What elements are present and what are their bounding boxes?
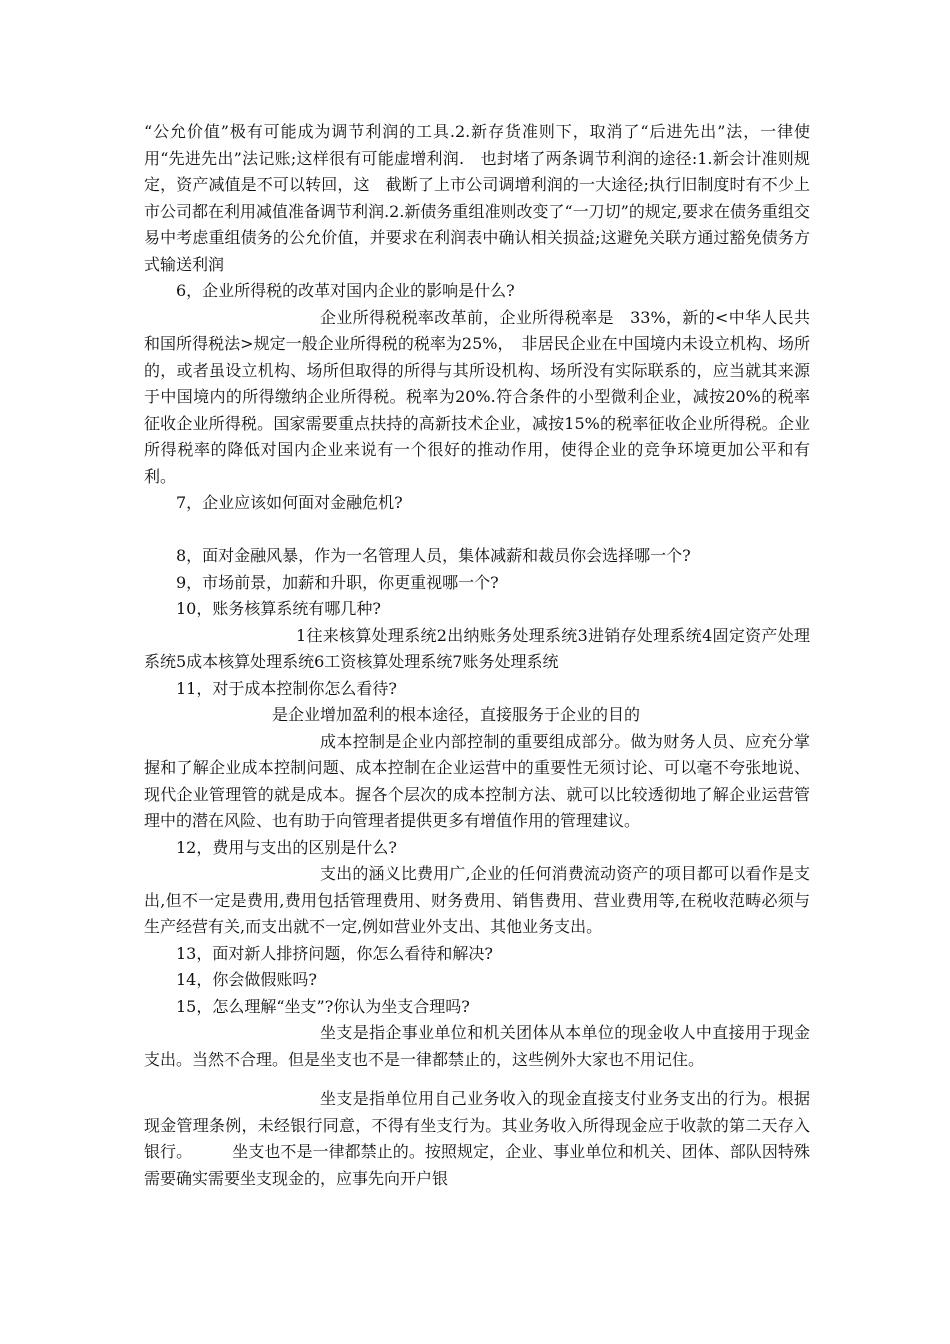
answer-15-part1: 坐支是指企事业单位和机关团体从本单位的现金收人中直接用于现金支出。当然不合理。但是坐支也不是一律都禁止的，这些例外大家也不用记住。 (144, 1023, 810, 1069)
answer-10: 1往来核算处理系统2出纳账务处理系统3进销存处理系统4固定资产处理系统5成本核算处理系统6工资核算处理系统7账务处理系统 (144, 625, 810, 671)
question-7: 7，企业应该如何面对金融危机? (176, 493, 403, 512)
answer-12: 支出的涵义比费用广,企业的任何消费流动资产的项目都可以看作是支出,但不一定是费用,费用包括管理费用、财务费用、销售费用、营业费用等,在税收范畴必须与生产经营有关,而支出就不一定,例如营业外支出、其他业务支出。 (144, 864, 810, 936)
question-8: 8，面对金融风暴，作为一名管理人员，集体减薪和裁员你会选择哪一个? (176, 546, 691, 565)
question-9: 9，市场前景，加薪和升职，你更重视哪一个? (176, 572, 499, 592)
answer-11-summary: 是企业增加盈利的根本途径，直接服务于企业的目的 (272, 705, 641, 724)
question-14: 14，你会做假账吗? (176, 970, 317, 989)
paragraph-fair-value: “公允价值”极有可能成为调节利润的工具.2.新存货准则下，取消了“后进先出”法，一律使用“先进先出”法记账;这样很有可能虚增利润. 也封堵了两条调节利润的途径:1.新会计准则规定，资产减值是不可以转回，这 截断了上市公司调增利润的一大途径;执行旧制度时有不少上市公司都在利用减值准备调节利润.2.新债务重组准则改变了“一刀切”的规定,要求在债务重组交易中考虑重组债务的公允价值，并要求在利润表中确认相关损益;这避免关联方通过豁免债务方式输送利润 (144, 122, 810, 274)
question-10: 10，账务核算系统有哪几种? (176, 599, 381, 618)
blank-line (144, 1073, 810, 1086)
question-15: 15，怎么理解“坐支”?你认为坐支合理吗? (176, 996, 470, 1016)
document-page (144, 119, 810, 1192)
answer-6: 企业所得税税率改革前，企业所得税率是 33%，新的<中华人民共和国所得税法>规定一般企业所得税的税率为25%， 非居民企业在中国境内未设立机构、场所的，或者虽设立机构、场所但取得的所得与其所设机构、场所没有实际联系的，应当就其来源于中国境内的所得缴纳企业所得税。税率为20%.符合条件的小型微利企业，减按20%的税率征收企业所得税。国家需要重点扶持的高新技术企业，减按15%的税率征收企业所得税。企业所得税率的降低对国内企业来说有一个很好的推动作用，使得企业的竞争环境更加公平和有利。 (144, 307, 810, 486)
answer-15-part2: 坐支是指单位用自己业务收入的现金直接支付业务支出的行为。根据现金管理条例，未经银行同意，不得有坐支行为。其业务收入所得现金应于收款的第二天存入银行。 坐支也不是一律都禁止的。按照规定，企业、事业单位和机关、团体、部队因特殊需要确实需要坐支现金的，应事先向开户银 (144, 1089, 810, 1188)
question-11: 11，对于成本控制你怎么看待? (176, 678, 397, 698)
blank-line (144, 517, 810, 544)
question-12: 12，费用与支出的区别是什么? (176, 837, 397, 857)
question-13: 13，面对新人排挤问题，你怎么看待和解决? (176, 943, 493, 963)
question-6: 6，企业所得税的改革对国内企业的影响是什么? (176, 281, 515, 300)
answer-11-detail: 成本控制是企业内部控制的重要组成部分。做为财务人员、应充分掌握和了解企业成本控制问题、成本控制在企业运营中的重要性无须讨论、可以毫不夸张地说、现代企业管理管的就是成本。握各个层次的成本控制方法、就可以比较透彻地了解企业运营管理中的潜在风险、也有助于向管理者提供更多有增值作用的管理建议。 (144, 731, 810, 830)
